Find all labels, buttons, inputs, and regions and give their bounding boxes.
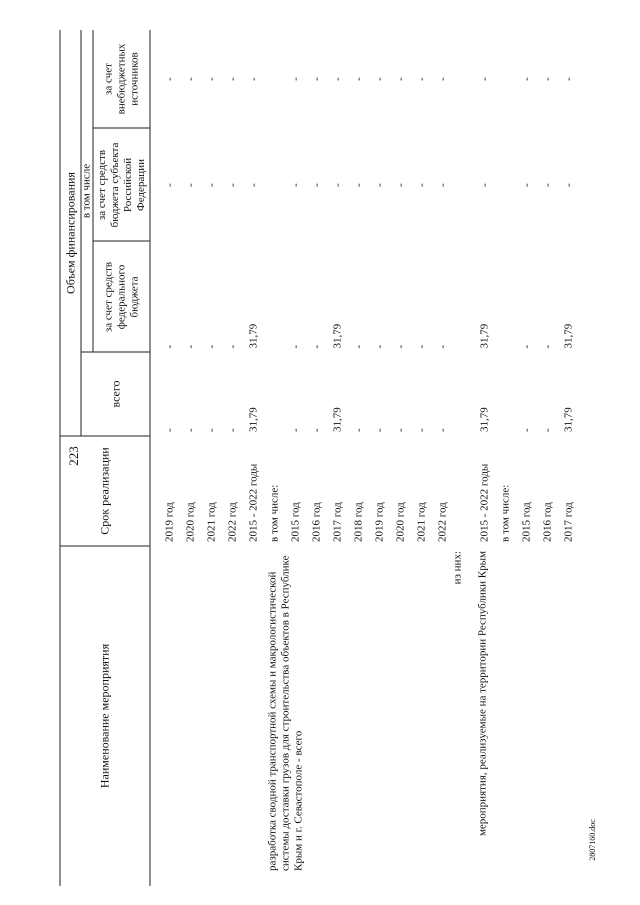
cell-term: 2016 год — [541, 502, 554, 542]
cell-extra: - — [541, 77, 554, 81]
cell-total: 31,79 — [478, 407, 491, 432]
cell-total: 31,79 — [331, 407, 344, 432]
cell-total: 31,79 — [562, 407, 575, 432]
cell-regional — [267, 128, 283, 241]
cell-federal: - — [520, 344, 533, 348]
cell-term: 2017 год — [331, 502, 344, 542]
cell-term: 2022 год — [226, 502, 239, 542]
cell-total — [498, 352, 514, 436]
header-total: всего — [108, 380, 122, 408]
cell-regional — [498, 128, 514, 241]
cell-term: 2015 год — [289, 502, 302, 542]
cell-regional: - — [520, 182, 533, 187]
cell-extra: - — [226, 77, 239, 81]
cell-federal: - — [226, 344, 239, 348]
cell-regional: - — [163, 182, 176, 187]
cell-regional: - — [478, 182, 491, 187]
cell-extra: - — [352, 77, 365, 81]
cell-term: 2016 год — [310, 502, 323, 542]
cell-total: - — [184, 428, 197, 432]
cell-term — [456, 436, 472, 546]
cell-total: 31,79 — [247, 407, 260, 432]
cell-federal: 31,79 — [562, 323, 575, 348]
cell-federal: - — [394, 344, 407, 348]
cell-term: 2022 год — [436, 502, 449, 542]
cell-total: - — [541, 428, 554, 432]
cell-regional: - — [205, 182, 218, 187]
name-block-transport-scheme: разработка сводной транспортной схемы и макрологистической системы доставки грузов для строительства объектов в Республике Крым и г. Севастополе - всего — [266, 555, 305, 871]
cell-regional: - — [394, 182, 407, 187]
cell-regional: - — [289, 182, 302, 187]
cell-federal — [456, 241, 472, 352]
header-regional: за счет средств бюджета субъекта Российской Федерации — [95, 142, 147, 227]
cell-regional: - — [562, 182, 575, 187]
cell-federal: - — [373, 344, 386, 348]
cell-extra: - — [247, 77, 260, 81]
cell-federal: 31,79 — [478, 323, 491, 348]
cell-extra: - — [184, 77, 197, 81]
cell-federal: 31,79 — [331, 323, 344, 348]
cell-term: 2015 год — [520, 502, 533, 542]
cell-term: 2021 год — [205, 502, 218, 542]
cell-extra: - — [289, 77, 302, 81]
cell-term: в том числе: — [268, 484, 281, 542]
cell-federal: 31,79 — [247, 323, 260, 348]
cell-extra: - — [415, 77, 428, 81]
cell-total: - — [163, 428, 176, 432]
cell-total: - — [352, 428, 365, 432]
cell-federal: - — [352, 344, 365, 348]
cell-federal: - — [289, 344, 302, 348]
cell-total: - — [415, 428, 428, 432]
document-code: 2807160.doc — [588, 819, 597, 861]
cell-term: 2017 год — [562, 502, 575, 542]
cell-regional: - — [247, 182, 260, 187]
cell-federal — [498, 241, 514, 352]
cell-extra: - — [478, 77, 491, 81]
cell-total: - — [394, 428, 407, 432]
cell-extra: - — [436, 77, 449, 81]
cell-term: 2021 год — [415, 502, 428, 542]
cell-extra: - — [331, 77, 344, 81]
cell-federal — [267, 241, 283, 352]
name-block-crimea: мероприятия, реализуемые на территории Республики Крым — [476, 551, 489, 837]
header-including: в том числе — [80, 163, 93, 219]
cell-term: 2019 год — [163, 502, 176, 542]
cell-regional: - — [352, 182, 365, 187]
cell-federal: - — [205, 344, 218, 348]
cell-regional: - — [331, 182, 344, 187]
cell-federal: - — [184, 344, 197, 348]
cell-extra: - — [562, 77, 575, 81]
cell-term: 2020 год — [394, 502, 407, 542]
page-number: 223 — [66, 446, 81, 466]
cell-federal: - — [541, 344, 554, 348]
header-federal: за счет средств федерального бюджета — [102, 261, 140, 332]
cell-total: - — [205, 428, 218, 432]
cell-term: 2020 год — [184, 502, 197, 542]
cell-regional: - — [541, 182, 554, 187]
cell-total: - — [520, 428, 533, 432]
cell-federal: - — [436, 344, 449, 348]
cell-regional: - — [415, 182, 428, 187]
cell-extra: - — [163, 77, 176, 81]
cell-term: 2018 год — [352, 502, 365, 542]
cell-regional: - — [436, 182, 449, 187]
header-extra: за счет внебюджетных источников — [102, 43, 140, 115]
cell-total: - — [310, 428, 323, 432]
cell-regional — [456, 128, 472, 241]
cell-extra: - — [373, 77, 386, 81]
cell-extra — [456, 30, 472, 128]
cell-extra: - — [310, 77, 323, 81]
cell-term: 2015 - 2022 годы — [478, 463, 491, 542]
cell-total — [267, 352, 283, 436]
cell-total: - — [436, 428, 449, 432]
header-name: Наименование мероприятия — [97, 643, 112, 789]
cell-federal: - — [310, 344, 323, 348]
cell-extra — [498, 30, 514, 128]
header-financing: Объем финансирования — [63, 172, 77, 294]
name-from-them: из них: — [451, 551, 464, 585]
cell-term: 2019 год — [373, 502, 386, 542]
cell-term: 2015 - 2022 годы — [247, 463, 260, 542]
cell-total: - — [289, 428, 302, 432]
cell-regional: - — [226, 182, 239, 187]
cell-extra: - — [520, 77, 533, 81]
cell-term: в том числе: — [499, 484, 512, 542]
cell-federal: - — [163, 344, 176, 348]
cell-total: - — [226, 428, 239, 432]
header-term: Срок реализации — [97, 447, 112, 535]
cell-federal: - — [415, 344, 428, 348]
cell-regional: - — [184, 182, 197, 187]
cell-total — [456, 352, 472, 436]
cell-extra: - — [205, 77, 218, 81]
cell-extra: - — [394, 77, 407, 81]
cell-extra — [267, 30, 283, 128]
cell-regional: - — [373, 182, 386, 187]
cell-total: - — [373, 428, 386, 432]
cell-regional: - — [310, 182, 323, 187]
